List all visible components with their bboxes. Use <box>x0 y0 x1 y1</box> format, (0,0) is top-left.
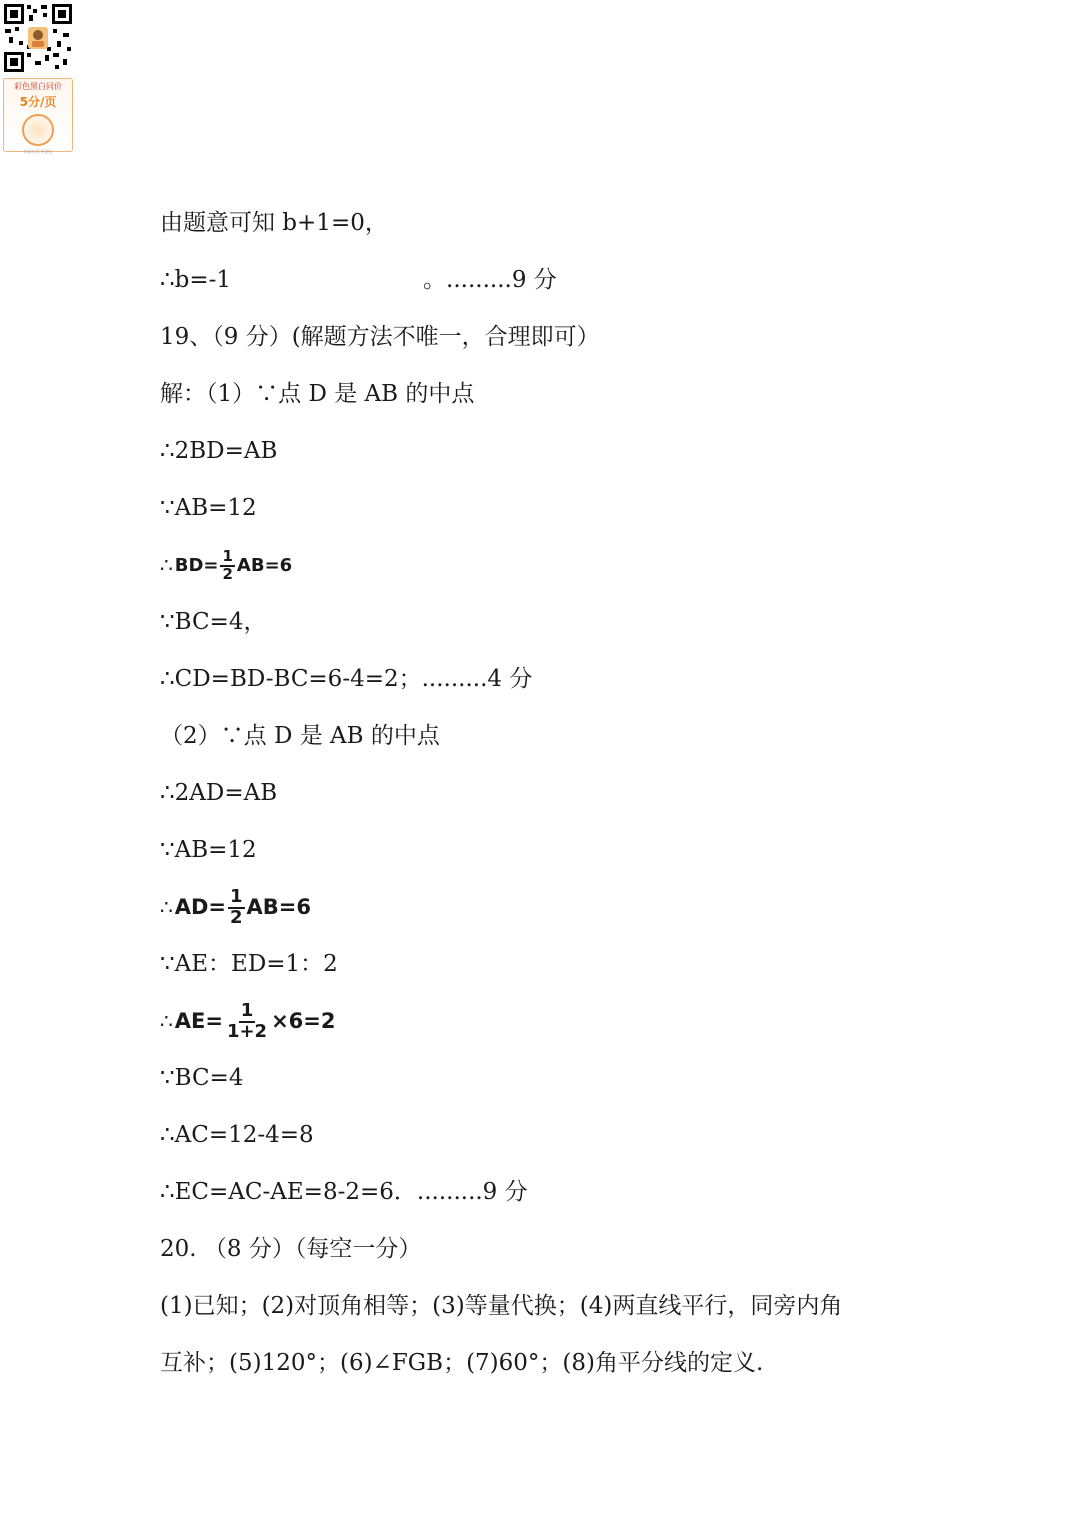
formula-line <box>160 993 960 1050</box>
text-line: 解：（1）∵点 D 是 AB 的中点 <box>160 381 475 407</box>
promo-badge <box>3 3 75 152</box>
numerator: 1 <box>222 546 233 565</box>
text-line <box>160 252 960 309</box>
formula-line <box>160 537 960 594</box>
formula <box>175 993 336 1050</box>
denominator: 1+2 <box>226 1020 268 1042</box>
formula-part: AE= <box>174 1009 223 1033</box>
fraction <box>228 885 245 928</box>
promo-line-3: 扫码打印 更便宜 <box>23 149 53 154</box>
formula-part: ×6=2 <box>271 1009 336 1033</box>
formula-part: AB=6 <box>236 555 293 576</box>
text-line: ∴EC=AC-AE=8-2=6．.........9 分 <box>160 1179 528 1205</box>
therefore-symbol: ∴ <box>160 895 173 919</box>
text-line: ∴2BD=AB <box>160 438 278 464</box>
text-line: 由题意可知 b+1=0， <box>160 210 388 236</box>
text-line: （2）∵点 D 是 AB 的中点 <box>160 723 440 749</box>
therefore-symbol: ∴ <box>160 1009 173 1033</box>
text-line: ∵BC=4， <box>160 609 267 635</box>
denominator: 2 <box>230 906 243 928</box>
qr-code-icon[interactable] <box>3 3 73 73</box>
formula-line <box>160 879 960 936</box>
formula-part: AB=6 <box>246 895 312 919</box>
fraction <box>225 999 269 1042</box>
text-line: ∴CD=BD-BC=6-4=2；.........4 分 <box>160 666 533 692</box>
text-line: ∴2AD=AB <box>160 780 278 806</box>
promo-line-1: 彩色黑白同价 <box>14 82 62 91</box>
score-marker: 。.........9 分 <box>423 267 557 293</box>
text-line: ∵AB=12 <box>160 495 257 521</box>
formula-part: AD= <box>174 895 227 919</box>
text-line: ∵AB=12 <box>160 837 257 863</box>
text-line: ∵AE：ED=1：2 <box>160 951 338 977</box>
formula <box>175 879 311 936</box>
answer-content <box>160 195 960 1392</box>
formula <box>175 537 292 594</box>
text-line: ∴AC=12-4=8 <box>160 1122 314 1148</box>
question-heading: 19、（9 分）(解题方法不唯一，合理即可） <box>160 324 600 350</box>
text-segment: ∴b=-1 <box>160 267 232 293</box>
seal-icon <box>22 114 54 146</box>
promo-line-2: 5分/页 <box>19 95 57 109</box>
therefore-symbol: ∴ <box>160 553 173 577</box>
numerator: 1 <box>230 885 243 907</box>
text-line: ∵BC=4 <box>160 1065 244 1091</box>
price-promo-card <box>3 78 73 152</box>
formula-part: BD= <box>174 555 219 576</box>
numerator: 1 <box>240 999 254 1021</box>
question-heading: 20. （8 分）（每空一分） <box>160 1236 422 1262</box>
text-line: 互补；(5)120°；(6)∠FGB；(7)60°；(8)角平分线的定义. <box>160 1350 764 1376</box>
fraction <box>220 546 234 583</box>
denominator: 2 <box>222 564 233 583</box>
text-line: (1)已知；(2)对顶角相等；(3)等量代换；(4)两直线平行，同旁内角 <box>160 1293 843 1319</box>
